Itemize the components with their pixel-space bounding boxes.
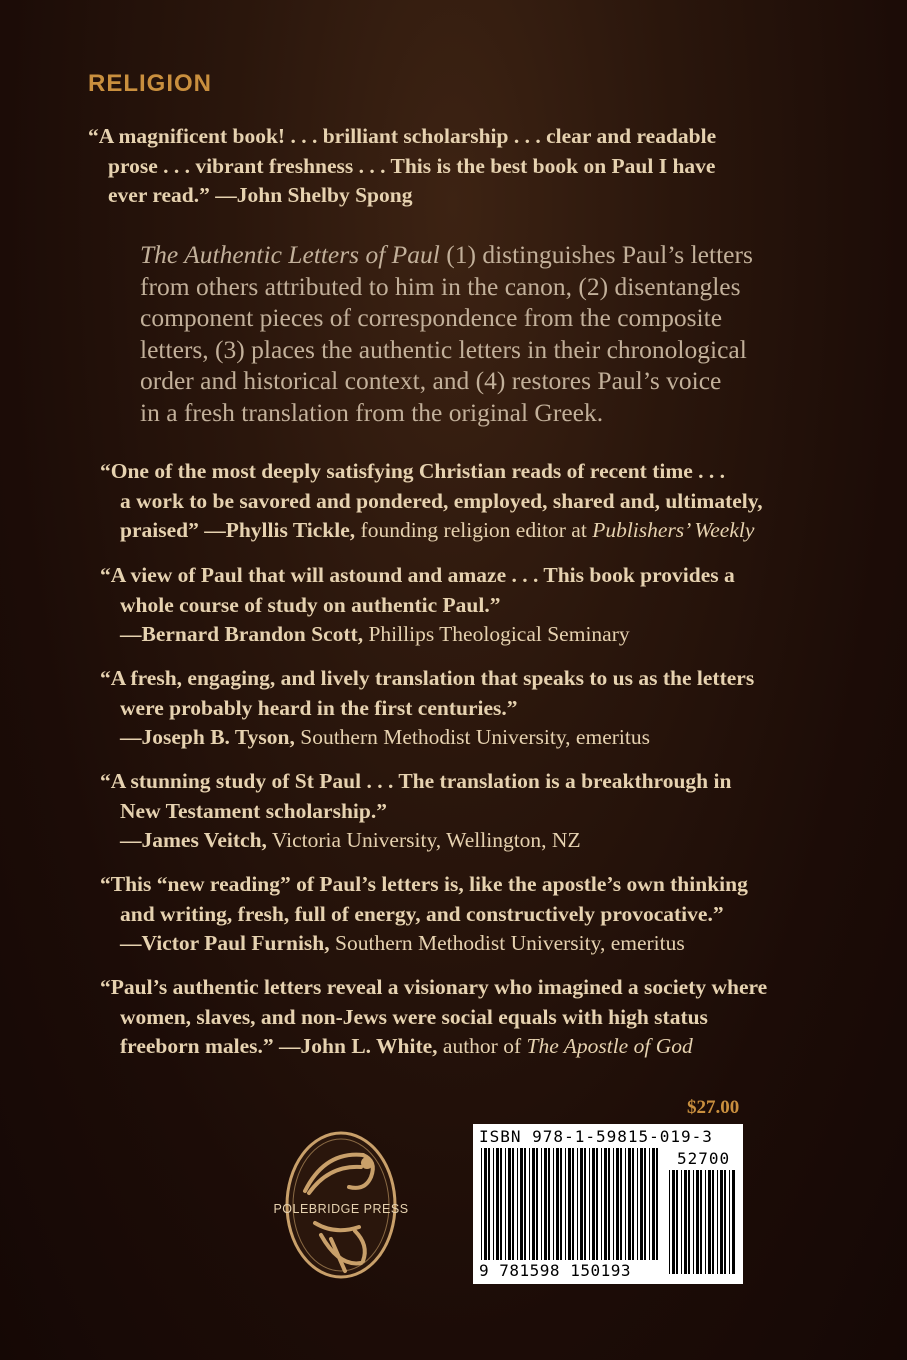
- blurb-affiliation-italic: Publishers’ Weekly: [592, 518, 755, 542]
- barcode-bar: [577, 1148, 578, 1260]
- barcode-bar: [676, 1170, 678, 1274]
- barcode-bar: [556, 1148, 559, 1260]
- barcode-bar: [601, 1148, 602, 1260]
- barcode-bar: [572, 1148, 574, 1260]
- barcode-bar: [732, 1170, 735, 1274]
- description-line-1: (1) distinguishes Paul’s letters: [439, 240, 753, 269]
- barcode-bar: [508, 1148, 511, 1260]
- barcode-bar: [541, 1148, 542, 1260]
- barcode-bar: [580, 1148, 583, 1260]
- barcode-bar: [625, 1148, 626, 1260]
- barcode-bar: [724, 1170, 726, 1274]
- barcode-bar: [529, 1148, 530, 1260]
- barcode-bar: [560, 1148, 562, 1260]
- description-line-4: letters, (3) places the authentic letters in their chronological: [140, 334, 747, 364]
- price-addon-code: 52700: [677, 1149, 731, 1168]
- blurb-tickle: [100, 457, 860, 546]
- publisher-logo: [273, 1131, 409, 1279]
- barcode-bar: [568, 1148, 571, 1260]
- barcode-bar: [565, 1148, 566, 1260]
- category-heading: RELIGION: [88, 70, 213, 97]
- blurb-affiliation: Southern Methodist University, emeritus: [329, 931, 685, 955]
- blurb-line: “A stunning study of St Paul . . . The translation is a breakthrough in: [100, 769, 732, 793]
- blurb-attribution: praised” —Phyllis Tickle,: [120, 518, 356, 542]
- barcode-bar: [652, 1148, 655, 1260]
- barcode-bar: [669, 1170, 670, 1274]
- blurb-attribution: freeborn males.” —John L. White,: [120, 1034, 438, 1058]
- barcode-bar: [637, 1148, 638, 1260]
- barcode-bar: [548, 1148, 550, 1260]
- blurb-line: a work to be savored and pondered, employed, shared and, ultimately,: [120, 488, 763, 513]
- blurb-line: were probably heard in the first centuries.”: [120, 695, 518, 720]
- barcode-bar: [688, 1170, 690, 1274]
- barcode-bar: [589, 1148, 590, 1260]
- ean-number: 9 781598 150193: [479, 1261, 631, 1280]
- barcode-bar: [708, 1170, 711, 1274]
- blurb-line: “A fresh, engaging, and lively translation that speaks to us as the letters: [100, 666, 755, 690]
- blurb-line: “This “new reading” of Paul’s letters is, like the apostle’s own thinking: [100, 872, 748, 896]
- blurb-line: “A view of Paul that will astound and amaze . . . This book provides a: [100, 563, 735, 587]
- blurb-line: whole course of study on authentic Paul.”: [120, 592, 501, 617]
- barcode-bar: [532, 1148, 535, 1260]
- barcode-bar: [616, 1148, 619, 1260]
- top-blurb-line-3: ever read.” —John Shelby Spong: [108, 183, 413, 207]
- blurb-affiliation: Victoria University, Wellington, NZ: [266, 828, 581, 852]
- blurb-tyson: [100, 664, 860, 753]
- barcode-bar: [536, 1148, 538, 1260]
- barcode-bar: [640, 1148, 643, 1260]
- blurb-veitch: [100, 767, 860, 856]
- barcode-bar: [524, 1148, 526, 1260]
- barcode-bar: [684, 1170, 687, 1274]
- barcode-bars: [473, 1124, 743, 1284]
- blurb-affiliation: Southern Methodist University, emeritus: [294, 725, 650, 749]
- top-blurb-line-2: prose . . . vibrant freshness . . . This is the best book on Paul I have: [108, 153, 716, 178]
- barcode-bar: [649, 1148, 650, 1260]
- blurb-line: and writing, fresh, full of energy, and constructively provocative.”: [120, 901, 724, 926]
- blurb-affiliation: author of: [437, 1034, 527, 1058]
- barcode-bar: [512, 1148, 514, 1260]
- blurb-attribution: —James Veitch,: [120, 828, 267, 852]
- description-line-2: from others attributed to him in the canon, (2) disentangles: [140, 271, 741, 301]
- barcode-bar: [696, 1170, 699, 1274]
- isbn-barcode: [473, 1124, 743, 1284]
- barcode-bar: [484, 1148, 487, 1260]
- book-description: [140, 239, 840, 428]
- barcode-bar: [505, 1148, 506, 1260]
- barcode-bar: [700, 1170, 702, 1274]
- barcode-bar: [500, 1148, 502, 1260]
- top-blurb: [88, 122, 828, 211]
- blurb-attribution: —Joseph B. Tyson,: [120, 725, 295, 749]
- barcode-bar: [604, 1148, 607, 1260]
- barcode-bar: [592, 1148, 595, 1260]
- blurb-attribution: —Victor Paul Furnish,: [120, 931, 330, 955]
- blurb-line: New Testament scholarship.”: [120, 798, 387, 823]
- price-label: $27.00: [687, 1097, 740, 1118]
- description-line-5: order and historical context, and (4) restores Paul’s voice: [140, 366, 722, 395]
- barcode-bar: [488, 1148, 490, 1260]
- barcode-bar: [517, 1148, 518, 1260]
- barcode-bar: [644, 1148, 646, 1260]
- blurb-furnish: [100, 870, 860, 959]
- barcode-bar: [481, 1148, 482, 1260]
- barcode-bar: [613, 1148, 614, 1260]
- barcode-bar: [553, 1148, 554, 1260]
- barcode-bar: [608, 1148, 610, 1260]
- barcode-bar: [544, 1148, 547, 1260]
- barcode-bar: [656, 1148, 658, 1260]
- barcode-bar: [717, 1170, 718, 1274]
- blurb-affiliation: Phillips Theological Seminary: [363, 622, 630, 646]
- blurb-scott: [100, 561, 860, 650]
- blurb-attribution: —Bernard Brandon Scott,: [120, 622, 364, 646]
- publisher-name: POLEBRIDGE PRESS: [273, 1202, 409, 1216]
- barcode-bar: [693, 1170, 694, 1274]
- blurb-line: “One of the most deeply satisfying Christian reads of recent time . . .: [100, 459, 726, 483]
- barcode-bar: [496, 1148, 499, 1260]
- isbn-text: ISBN 978-1-59815-019-3: [479, 1127, 713, 1146]
- barcode-bar: [632, 1148, 634, 1260]
- barcode-bar: [705, 1170, 706, 1274]
- book-title: The Authentic Letters of Paul: [140, 240, 440, 269]
- barcode-bar: [720, 1170, 723, 1274]
- barcode-bar: [628, 1148, 631, 1260]
- barcode-bar: [520, 1148, 523, 1260]
- description-line-3: component pieces of correspondence from the composite: [140, 303, 723, 332]
- barcode-bar: [493, 1148, 494, 1260]
- blurb-affiliation-italic: The Apostle of God: [526, 1034, 693, 1058]
- barcode-bar: [596, 1148, 598, 1260]
- blurb-line: “Paul’s authentic letters reveal a visionary who imagined a society where: [100, 975, 768, 999]
- blurb-affiliation: founding religion editor at: [355, 518, 593, 542]
- barcode-bar: [620, 1148, 622, 1260]
- barcode-bar: [712, 1170, 714, 1274]
- blurb-white: [100, 973, 880, 1062]
- barcode-bar: [681, 1170, 682, 1274]
- barcode-bar: [672, 1170, 675, 1274]
- blurb-line: women, slaves, and non-Jews were social equals with high status: [120, 1004, 708, 1029]
- barcode-bar: [584, 1148, 586, 1260]
- barcode-bar: [729, 1170, 730, 1274]
- description-line-6: in a fresh translation from the original Greek.: [140, 397, 604, 427]
- top-blurb-line-1: “A magnificent book! . . . brilliant scholarship . . . clear and readable: [88, 124, 717, 148]
